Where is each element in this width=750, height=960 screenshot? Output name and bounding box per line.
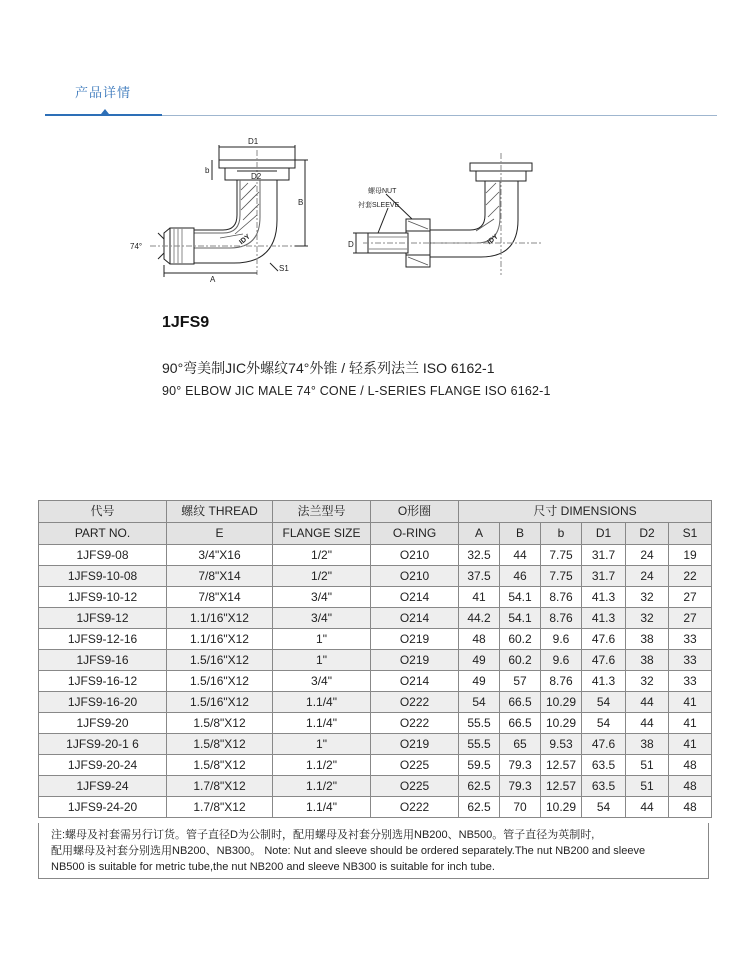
cell-part: 1JFS9-16 <box>39 650 167 671</box>
cell-d1: 63.5 <box>582 755 626 776</box>
cell-flange: 1.1/2" <box>273 755 371 776</box>
cell-a: 37.5 <box>459 566 500 587</box>
cell-oring: O214 <box>371 608 459 629</box>
cell-b: 8.76 <box>541 587 582 608</box>
cell-d2: 44 <box>626 797 669 818</box>
cell-d1: 47.6 <box>582 650 626 671</box>
header-col-a: A <box>459 523 500 545</box>
cell-thread: 1.7/8"X12 <box>167 776 273 797</box>
cell-oring: O219 <box>371 629 459 650</box>
header-dimensions: 尺寸 DIMENSIONS <box>459 501 712 523</box>
cell-s1: 48 <box>669 776 712 797</box>
cell-oring: O222 <box>371 713 459 734</box>
cell-flange: 1.1/4" <box>273 692 371 713</box>
header-part-cn: 代号 <box>39 501 167 523</box>
cell-d1: 54 <box>582 797 626 818</box>
cell-thread: 7/8"X14 <box>167 587 273 608</box>
label-sleeve: 衬套SLEEVE <box>358 202 400 209</box>
cell-d1: 41.3 <box>582 587 626 608</box>
section-title: 产品详情 <box>75 86 132 101</box>
cell-s1: 33 <box>669 629 712 650</box>
header-col-d2: D2 <box>626 523 669 545</box>
cell-part: 1JFS9-12 <box>39 608 167 629</box>
header-flange-en: FLANGE SIZE <box>273 523 371 545</box>
note-line-2: 配用螺母及衬套分别选用NB200、NB300。 Note: Nut and sleeve should be ordered separately.The nut NB200 and sleeve <box>51 845 646 857</box>
header-flange-cn: 法兰型号 <box>273 501 371 523</box>
cell-b: 60.2 <box>500 650 541 671</box>
product-title-cn: 90°弯美制JIC外螺纹74°外锥 / 轻系列法兰 ISO 6162-1 <box>162 360 495 376</box>
header-caret-icon <box>101 109 109 114</box>
cell-s1: 33 <box>669 650 712 671</box>
cell-b: 10.29 <box>541 797 582 818</box>
cell-d2: 51 <box>626 776 669 797</box>
cell-d2: 38 <box>626 734 669 755</box>
cell-a: 55.5 <box>459 713 500 734</box>
label-marker-left: IDY <box>238 233 252 247</box>
header-col-b-small: b <box>541 523 582 545</box>
cell-part: 1JFS9-10-08 <box>39 566 167 587</box>
cell-d1: 31.7 <box>582 566 626 587</box>
header-col-b-large: B <box>500 523 541 545</box>
cell-a: 59.5 <box>459 755 500 776</box>
cell-b: 8.76 <box>541 608 582 629</box>
cell-d1: 63.5 <box>582 776 626 797</box>
table-row <box>39 797 712 818</box>
cell-part: 1JFS9-08 <box>39 545 167 566</box>
table-row <box>39 734 712 755</box>
table-row <box>39 545 712 566</box>
cell-d1: 54 <box>582 692 626 713</box>
cell-s1: 27 <box>669 608 712 629</box>
cell-b: 57 <box>500 671 541 692</box>
header-part-en: PART NO. <box>39 523 167 545</box>
label-d2: D2 <box>251 172 262 181</box>
header-oring-cn: O形圈 <box>371 501 459 523</box>
cell-s1: 41 <box>669 734 712 755</box>
cell-oring: O222 <box>371 692 459 713</box>
cell-b: 44 <box>500 545 541 566</box>
label-angle: 74° <box>130 242 143 251</box>
cell-b: 70 <box>500 797 541 818</box>
cell-oring: O222 <box>371 797 459 818</box>
cell-flange: 1" <box>273 734 371 755</box>
cell-a: 32.5 <box>459 545 500 566</box>
cell-a: 62.5 <box>459 797 500 818</box>
cell-thread: 1.1/16"X12 <box>167 629 273 650</box>
cell-s1: 41 <box>669 713 712 734</box>
cell-thread: 1.5/8"X12 <box>167 755 273 776</box>
note-box <box>38 823 709 879</box>
product-code: 1JFS9 <box>162 314 210 331</box>
table-row <box>39 776 712 797</box>
cell-b: 54.1 <box>500 587 541 608</box>
cell-d2: 32 <box>626 671 669 692</box>
label-b-large: B <box>298 198 304 207</box>
cell-thread: 1.5/8"X12 <box>167 734 273 755</box>
cell-d1: 54 <box>582 713 626 734</box>
cell-b: 10.29 <box>541 713 582 734</box>
cell-flange: 1.1/4" <box>273 713 371 734</box>
cell-b: 9.6 <box>541 629 582 650</box>
cell-a: 55.5 <box>459 734 500 755</box>
label-d: D <box>348 240 354 249</box>
label-marker-right: IDY <box>486 233 500 247</box>
cell-b: 54.1 <box>500 608 541 629</box>
header-col-s1: S1 <box>669 523 712 545</box>
header-divider-accent <box>45 114 162 116</box>
cell-oring: O219 <box>371 734 459 755</box>
cell-flange: 1" <box>273 629 371 650</box>
cell-part: 1JFS9-24 <box>39 776 167 797</box>
cell-oring: O225 <box>371 755 459 776</box>
cell-d1: 47.6 <box>582 629 626 650</box>
cell-d2: 24 <box>626 566 669 587</box>
cell-flange: 3/4" <box>273 587 371 608</box>
header-oring-en: O-RING <box>371 523 459 545</box>
cell-d2: 24 <box>626 545 669 566</box>
cell-flange: 3/4" <box>273 671 371 692</box>
cell-a: 41 <box>459 587 500 608</box>
label-d1: D1 <box>248 137 259 146</box>
cell-b: 10.29 <box>541 692 582 713</box>
table-header-row-1 <box>39 501 712 523</box>
cell-b: 12.57 <box>541 755 582 776</box>
spec-table <box>38 500 712 818</box>
cell-b: 7.75 <box>541 545 582 566</box>
table-row <box>39 755 712 776</box>
cell-thread: 1.5/16"X12 <box>167 671 273 692</box>
cell-d2: 51 <box>626 755 669 776</box>
cell-b: 9.53 <box>541 734 582 755</box>
cell-d2: 38 <box>626 629 669 650</box>
cell-d1: 47.6 <box>582 734 626 755</box>
cell-a: 44.2 <box>459 608 500 629</box>
cell-oring: O214 <box>371 587 459 608</box>
table-header-row-2 <box>39 523 712 545</box>
cell-thread: 1.5/8"X12 <box>167 713 273 734</box>
cell-a: 49 <box>459 650 500 671</box>
cell-s1: 41 <box>669 692 712 713</box>
cell-part: 1JFS9-16-12 <box>39 671 167 692</box>
cell-a: 62.5 <box>459 776 500 797</box>
cell-s1: 48 <box>669 755 712 776</box>
cell-flange: 1/2" <box>273 566 371 587</box>
note-line-1: 注:螺母及衬套需另行订货。管子直径D为公制时，配用螺母及衬套分别选用NB200、NB500。管子直径为英制时, <box>51 829 595 841</box>
cell-thread: 1.5/16"X12 <box>167 692 273 713</box>
cell-flange: 1.1/2" <box>273 776 371 797</box>
header-col-d1: D1 <box>582 523 626 545</box>
cell-b: 60.2 <box>500 629 541 650</box>
cell-s1: 22 <box>669 566 712 587</box>
cell-part: 1JFS9-24-20 <box>39 797 167 818</box>
cell-s1: 33 <box>669 671 712 692</box>
cell-b: 7.75 <box>541 566 582 587</box>
drawing-dimensioned-fitting <box>120 135 310 285</box>
cell-b: 79.3 <box>500 755 541 776</box>
cell-part: 1JFS9-20-1 6 <box>39 734 167 755</box>
cell-s1: 19 <box>669 545 712 566</box>
cell-a: 48 <box>459 629 500 650</box>
table-row <box>39 587 712 608</box>
table-row <box>39 671 712 692</box>
cell-d2: 44 <box>626 692 669 713</box>
cell-thread: 1.7/8"X12 <box>167 797 273 818</box>
cell-part: 1JFS9-10-12 <box>39 587 167 608</box>
label-nut: 螺母NUT <box>368 188 397 195</box>
table-body <box>39 545 712 818</box>
table-row <box>39 566 712 587</box>
cell-thread: 1.5/16"X12 <box>167 650 273 671</box>
cell-s1: 48 <box>669 797 712 818</box>
cell-flange: 1/2" <box>273 545 371 566</box>
cell-b: 9.6 <box>541 650 582 671</box>
label-a: A <box>210 275 216 284</box>
cell-a: 54 <box>459 692 500 713</box>
label-b-small: b <box>205 166 210 175</box>
cell-flange: 1.1/4" <box>273 797 371 818</box>
cell-b: 79.3 <box>500 776 541 797</box>
cell-d1: 41.3 <box>582 671 626 692</box>
cell-d1: 41.3 <box>582 608 626 629</box>
cell-thread: 3/4"X16 <box>167 545 273 566</box>
cell-oring: O210 <box>371 545 459 566</box>
cell-d2: 32 <box>626 608 669 629</box>
table-row <box>39 608 712 629</box>
cell-b: 8.76 <box>541 671 582 692</box>
cell-flange: 1" <box>273 650 371 671</box>
table-row <box>39 629 712 650</box>
drawing-assembly-nut-sleeve <box>348 135 560 285</box>
cell-part: 1JFS9-20-24 <box>39 755 167 776</box>
technical-drawings <box>120 135 560 285</box>
table-row <box>39 692 712 713</box>
cell-a: 49 <box>459 671 500 692</box>
cell-b: 66.5 <box>500 713 541 734</box>
cell-oring: O225 <box>371 776 459 797</box>
cell-b: 46 <box>500 566 541 587</box>
cell-thread: 7/8"X14 <box>167 566 273 587</box>
cell-d2: 32 <box>626 587 669 608</box>
cell-oring: O210 <box>371 566 459 587</box>
table-row <box>39 650 712 671</box>
label-s1: S1 <box>279 264 289 273</box>
table-row <box>39 713 712 734</box>
cell-part: 1JFS9-20 <box>39 713 167 734</box>
cell-thread: 1.1/16"X12 <box>167 608 273 629</box>
cell-d2: 44 <box>626 713 669 734</box>
product-title-en: 90° ELBOW JIC MALE 74° CONE / L-SERIES FLANGE ISO 6162-1 <box>162 384 551 398</box>
cell-d1: 31.7 <box>582 545 626 566</box>
cell-part: 1JFS9-12-16 <box>39 629 167 650</box>
cell-flange: 3/4" <box>273 608 371 629</box>
cell-oring: O219 <box>371 650 459 671</box>
section-header <box>0 0 750 120</box>
header-thread-en: E <box>167 523 273 545</box>
cell-oring: O214 <box>371 671 459 692</box>
cell-b: 66.5 <box>500 692 541 713</box>
note-line-3: NB500 is suitable for metric tube,the nut NB200 and sleeve NB300 is suitable for inch tube. <box>51 861 495 873</box>
cell-part: 1JFS9-16-20 <box>39 692 167 713</box>
cell-b: 12.57 <box>541 776 582 797</box>
cell-s1: 27 <box>669 587 712 608</box>
cell-d2: 38 <box>626 650 669 671</box>
cell-b: 65 <box>500 734 541 755</box>
header-thread-cn: 螺纹 THREAD <box>167 501 273 523</box>
